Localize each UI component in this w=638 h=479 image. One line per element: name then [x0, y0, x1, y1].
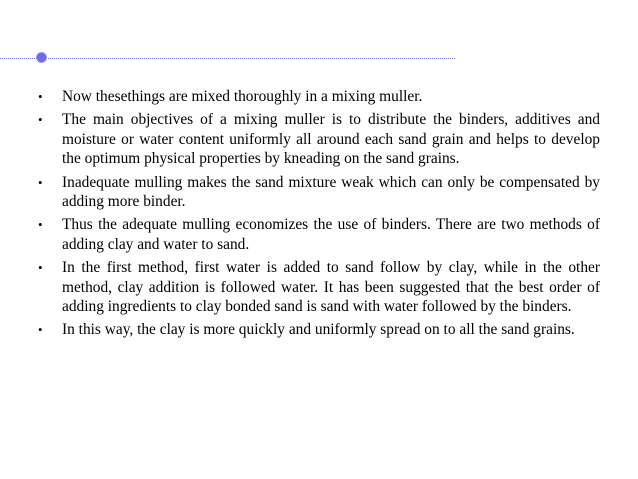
bullet-text: Thus the adequate mulling economizes the use of binders. There are two methods of adding clay and water to sand. [62, 216, 600, 253]
bullet-item [38, 215, 600, 254]
bullet-text: In this way, the clay is more quickly and uniformly spread on to all the sand grains. [62, 321, 575, 339]
bullet-text: Inadequate mulling makes the sand mixture weak which can only be compensated by adding more binder. [62, 173, 600, 211]
bullet-text: The main objectives of a mixing muller is to distribute the binders, additives and moisture or water content uniformly all around each sand grain and helps to develop the optimum physical properties by kneading on the sand grains. [62, 111, 600, 168]
bullet-text: In the first method, first water is added to sand follow by clay, while in the other method, clay addition is followed water. It has been suggested that the best order of adding ingredients to clay bonded sand is sand with water followed by the binders. [62, 259, 600, 316]
bullet-icon: • [38, 260, 43, 276]
bullet-icon: • [38, 322, 43, 338]
bullet-icon: • [38, 174, 43, 190]
dotted-divider-line [0, 58, 455, 59]
divider-dot-icon [37, 53, 46, 62]
bullet-item [38, 87, 600, 106]
bullet-item [38, 110, 600, 168]
bullet-item [38, 320, 600, 339]
bullet-item [38, 258, 600, 316]
bullet-icon: • [38, 217, 43, 233]
bullet-item [38, 173, 600, 212]
bullet-text: Now thesethings are mixed thoroughly in a mixing muller. [62, 88, 423, 105]
bullet-icon: • [38, 89, 43, 104]
bullet-list [38, 87, 600, 344]
bullet-icon: • [38, 112, 43, 128]
